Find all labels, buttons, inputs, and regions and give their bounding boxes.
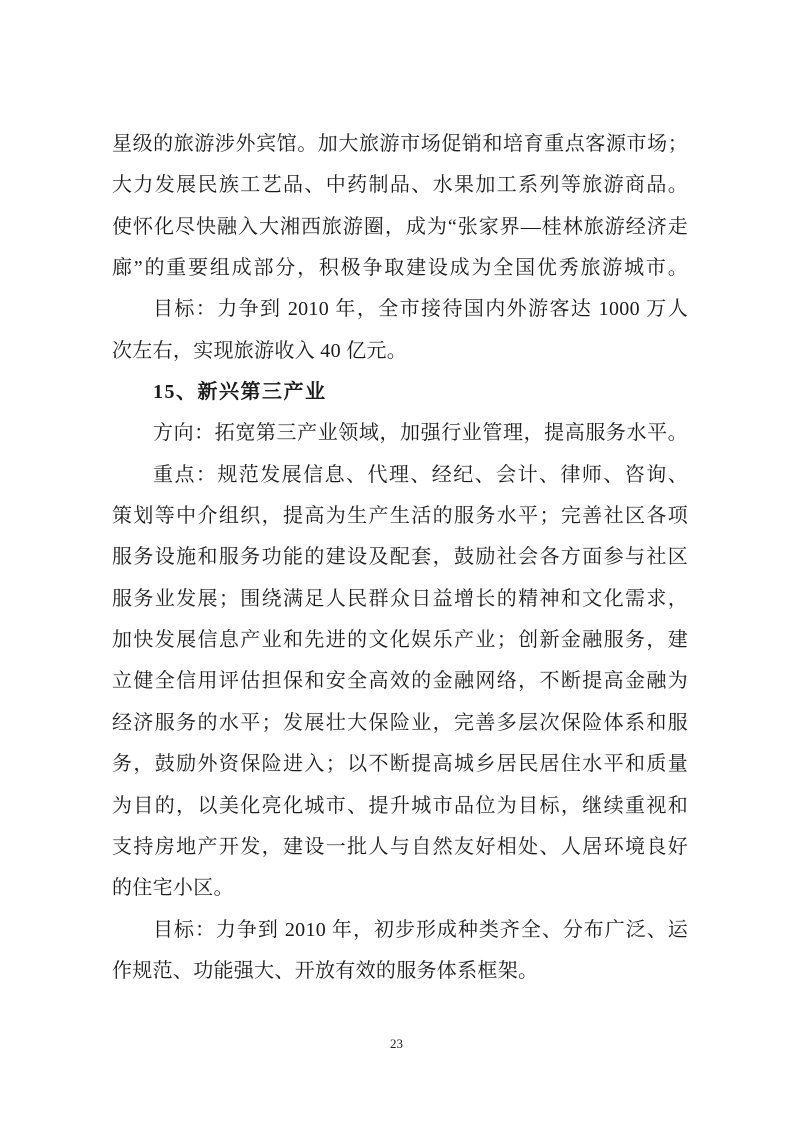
document-line: 大力发展民族工艺品、中药制品、水果加工系列等旅游商品。 xyxy=(112,174,688,197)
document-line: 次左右，实现旅游收入 40 亿元。 xyxy=(112,339,408,362)
page-number: 23 xyxy=(390,1036,403,1051)
document-line: 经济服务的水平；发展壮大保险业，完善多层次保险体系和服 xyxy=(112,711,688,734)
document-line: 服务设施和服务功能的建设及配套，鼓励社会各方面参与社区 xyxy=(112,546,688,569)
document-line: 使怀化尽快融入大湘西旅游圈，成为“张家界—桂林旅游经济走 xyxy=(112,215,688,238)
document-line: 务，鼓励外资保险进入；以不断提高城乡居民居住水平和质量 xyxy=(112,753,688,776)
document-line: 立健全信用评估担保和安全高效的金融网络，不断提高金融为 xyxy=(112,670,688,693)
document-line: 的住宅小区。 xyxy=(112,877,234,900)
document-line: 目标：力争到 2010 年，初步形成种类齐全、分布广泛、运 xyxy=(153,918,688,941)
document-line: 支持房地产开发，建设一批人与自然友好相处、人居环境良好 xyxy=(112,835,688,858)
section-heading: 15、新兴第三产业 xyxy=(153,381,327,404)
document-line: 重点：规范发展信息、代理、经纪、会计、律师、咨询、 xyxy=(153,463,688,486)
document-line: 目标：力争到 2010 年，全市接待国内外游客达 1000 万人 xyxy=(153,298,688,321)
document-line: 服务业发展；围绕满足人民群众日益增长的精神和文化需求， xyxy=(112,587,688,610)
document-line: 作规范、功能强大、开放有效的服务体系框架。 xyxy=(112,959,539,982)
document-body xyxy=(112,124,688,992)
document-line: 方向：拓宽第三产业领域，加强行业管理，提高服务水平。 xyxy=(153,422,688,445)
document-line: 星级的旅游涉外宾馆。加大旅游市场促销和培育重点客源市场； xyxy=(112,133,688,155)
document-line: 为目的，以美化亮化城市、提升城市品位为目标，继续重视和 xyxy=(112,794,688,817)
document-line: 策划等中介组织，提高为生产生活的服务水平；完善社区各项 xyxy=(112,505,688,528)
document-line: 廊”的重要组成部分，积极争取建设成为全国优秀旅游城市。 xyxy=(112,257,688,280)
document-line: 加快发展信息产业和先进的文化娱乐产业；创新金融服务，建 xyxy=(112,629,688,652)
